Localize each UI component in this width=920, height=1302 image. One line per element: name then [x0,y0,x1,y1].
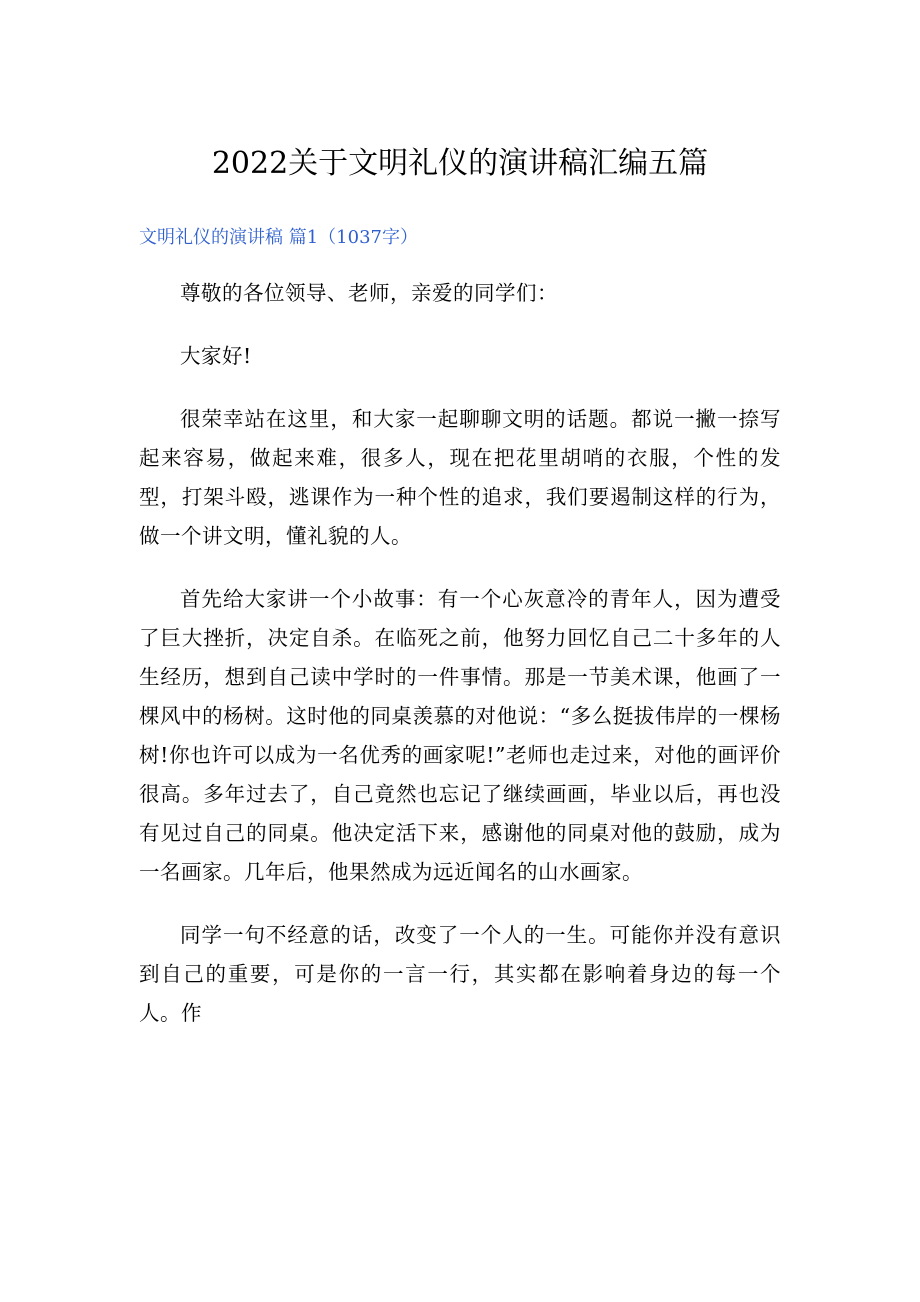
paragraph-intro: 很荣幸站在这里，和大家一起聊聊文明的话题。都说一撇一捺写起来容易，做起来难，很多人，现在把花里胡哨的衣服，个性的发型，打架斗殴，逃课作为一种个性的追求，我们要遏制这样的行为，做一个讲文明，懂礼貌的人。 [139,407,781,548]
paragraph-salutation: 尊敬的各位领导、老师，亲爱的同学们： [180,281,558,305]
paragraph-reflection: 同学一句不经意的话，改变了一个人的一生。可能你并没有意识到自己的重要，可是你的一言一行，其实都在影响着身边的每一个人。作 [139,923,781,1025]
section-heading: 文明礼仪的演讲稿 篇1（1037字） [139,227,418,248]
document-body [139,274,781,1057]
paragraph-story: 首先给大家讲一个小故事：有一个心灰意冷的青年人，因为遭受了巨大挫折，决定自杀。在临死之前，他努力回忆自己二十多年的人生经历，想到自己读中学时的一件事情。那是一节美术课，他画了一棵风中的杨树。这时他的同桌羡慕的对他说：“多么挺拔伟岸的一棵杨树!你也许可以成为一名优秀的画家呢!”老师也走过来，对他的画评价很高。多年过去了，自己竟然也忘记了继续画画，毕业以后，再也没有见过自己的同桌。他决定活下来，感谢他的同桌对他的鼓励，成为一名画家。几年后，他果然成为远近闻名的山水画家。 [139,587,781,884]
paragraph-greeting: 大家好! [180,344,252,368]
document-title: 2022关于文明礼仪的演讲稿汇编五篇 [211,146,709,181]
